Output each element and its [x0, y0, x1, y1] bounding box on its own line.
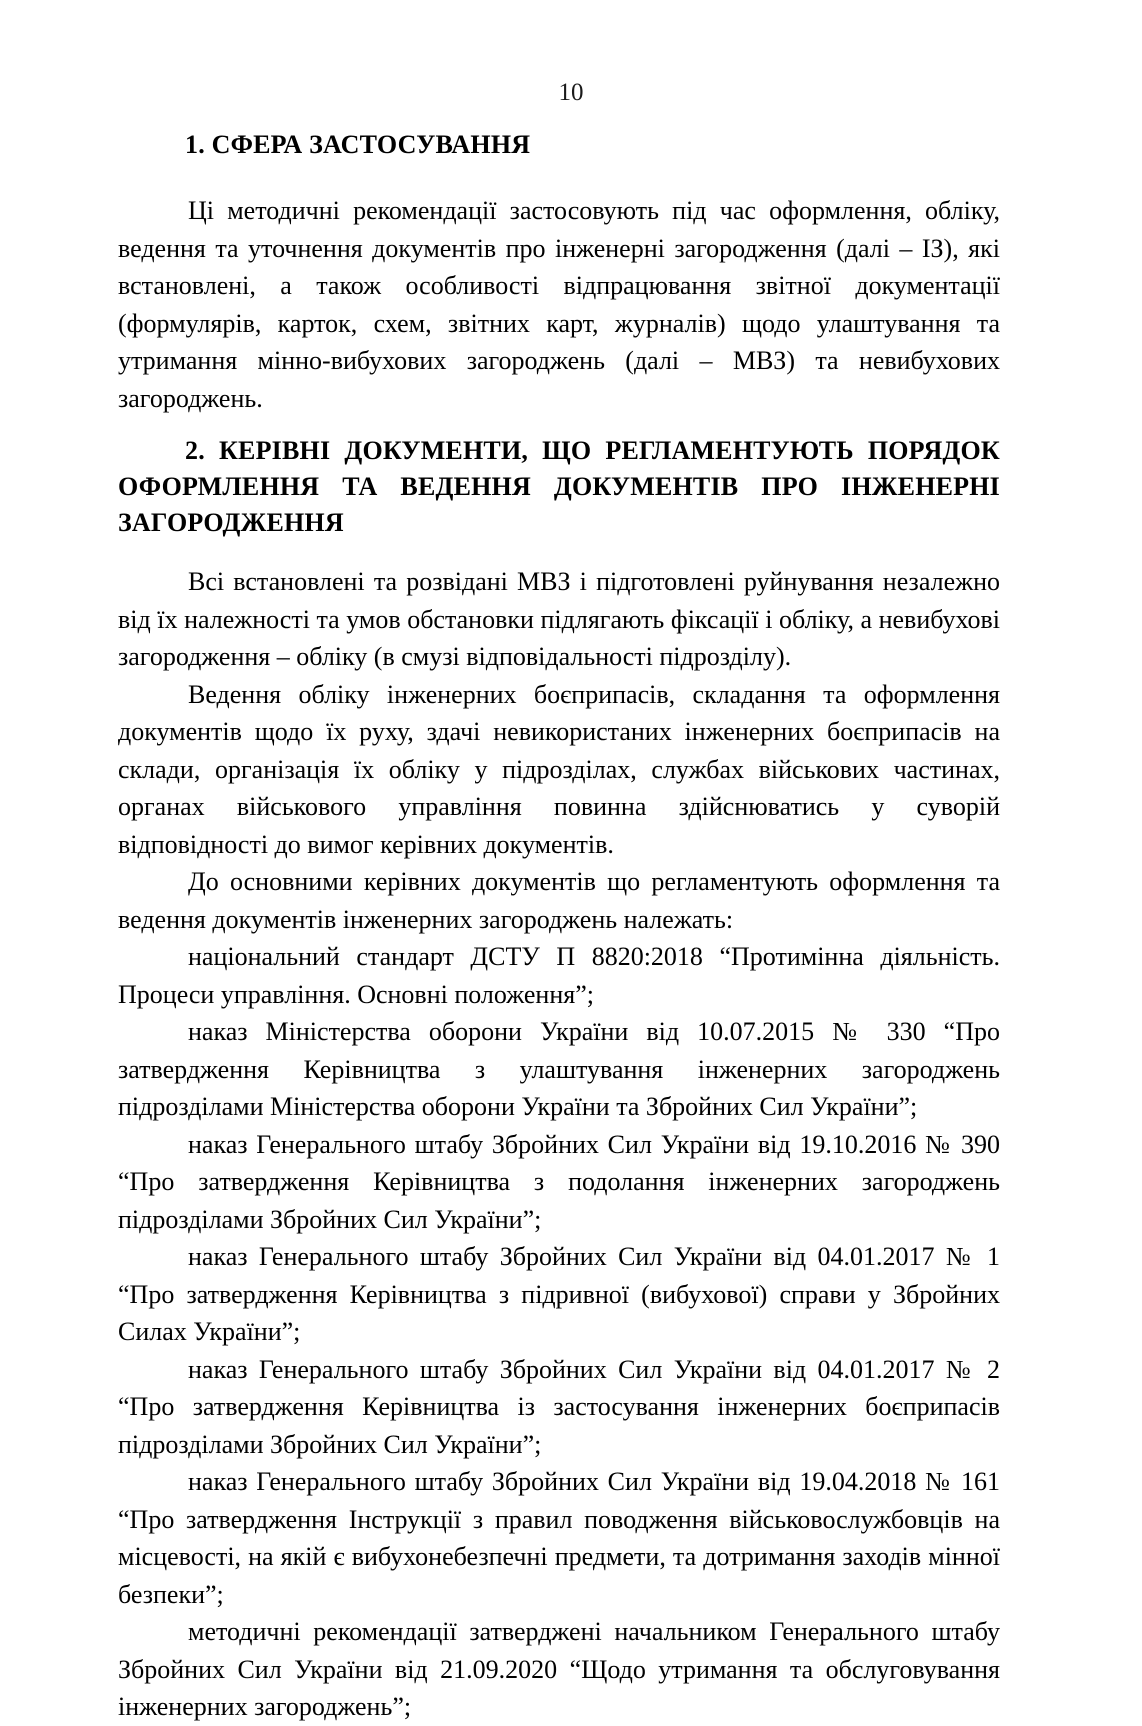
spacer	[118, 417, 1000, 433]
reference-item-mou-330: наказ Міністерства оборони України від 10.07.2015 № 330 “Про затвердження Керівництва з улаштування інженерних загороджень підрозділами Міністерства оборони України та Збройних Сил України”;	[118, 1017, 1000, 1121]
reference-item-gsh-161: наказ Генерального штабу Збройних Сил України від 19.04.2018 № 161 “Про затвердження Інструкції з правил поводження військовослужбовців на місцевості, на якій є вибухонебезпечні предмети, та дотримання заходів мінної безпеки”;	[118, 1467, 1000, 1609]
section-2-paragraph-2: Ведення обліку інженерних боєприпасів, складання та оформлення документів щодо їх руху, здачі невикористаних інженерних боєприпасів на склади, організація їх обліку у підрозділах, службах військових частинах, органах військового управління повинна здійснюватись у суворій відповідності до вимог керівних документів.	[118, 679, 1000, 859]
document-body	[118, 128, 1000, 1726]
reference-item-gsh-1: наказ Генерального штабу Збройних Сил України від 04.01.2017 № 1 “Про затвердження Керівництва з підривної (вибухової) справи у Збройних Силах України”;	[118, 1242, 1000, 1346]
reference-item-dstu-8820: національний стандарт ДСТУ П 8820:2018 “Протимінна діяльність. Процеси управління. Основні положення”;	[118, 942, 1000, 1009]
section-2-paragraph-1: Всі встановлені та розвідані МВЗ і підготовлені руйнування незалежно від їх належності та умов обстановки підлягають фіксації і обліку, а невибухові загородження – обліку (в смузі відповідальності підрозділу).	[118, 567, 1000, 671]
reference-item-methodical-recommendations: методичні рекомендації затверджені начальником Генерального штабу Збройних Сил України від 21.09.2020 “Щодо утримання та обслуговування інженерних загороджень”;	[118, 1617, 1000, 1721]
section-2-paragraph-3: До основними керівних документів що регламентують оформлення та ведення документів інженерних загороджень належать:	[118, 867, 1000, 934]
section-2-heading: 2. КЕРІВНІ ДОКУМЕНТИ, ЩО РЕГЛАМЕНТУЮТЬ ПОРЯДОК ОФОРМЛЕННЯ ТА ВЕДЕННЯ ДОКУМЕНТІВ ПРО ІНЖЕНЕРНІ ЗАГОРОДЖЕННЯ	[118, 436, 1000, 537]
page-number: 10	[558, 79, 584, 106]
section-1-heading: 1. СФЕРА ЗАСТОСУВАННЯ	[185, 130, 531, 159]
reference-item-gsh-2: наказ Генерального штабу Збройних Сил України від 04.01.2017 № 2 “Про затвердження Керівництва із застосування інженерних боєприпасів підрозділами Збройних Сил України”;	[118, 1354, 1000, 1459]
reference-item-gsh-390: наказ Генерального штабу Збройних Сил України від 19.10.2016 № 390 “Про затвердження Керівництва з подолання інженерних загороджень підрозділами Збройних Сил України”;	[118, 1129, 1000, 1234]
section-1-paragraph-1: Ці методичні рекомендації застосовують під час оформлення, обліку, ведення та уточнення документів про інженерні загородження (далі – ІЗ), які встановлені, а також особливості відпрацювання звітної документації (формулярів, карток, схем, звітних карт, журналів) щодо улаштування та утримання мінно-вибухових загороджень (далі – МВЗ) та невибухових загороджень.	[118, 196, 1000, 413]
